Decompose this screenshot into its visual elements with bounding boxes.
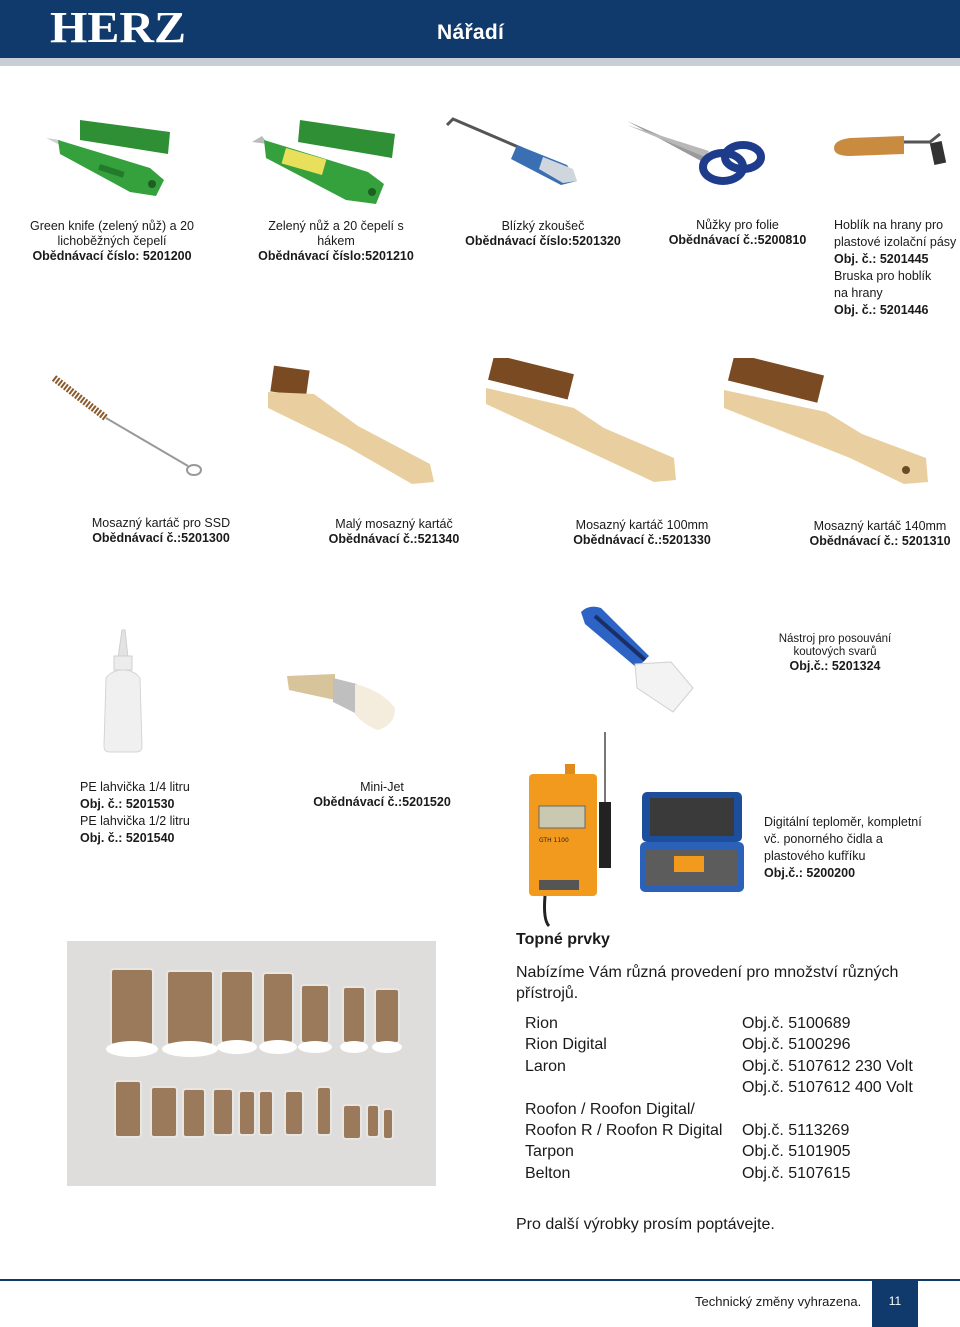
scissors-caption: Nůžky pro folie Obědnávací č.:5200810: [668, 218, 807, 247]
mini-jet-caption: Mini-Jet Obědnávací č.:5201520: [313, 780, 451, 809]
page-header: [0, 0, 960, 58]
brush-ssd-caption: Mosazný kartáč pro SSD Obědnávací č.:5201300: [91, 516, 231, 545]
page-title: Nářadí: [437, 21, 505, 44]
page-number: 11: [872, 1281, 918, 1327]
header-band: [0, 58, 960, 66]
edge-plane-image: [830, 128, 950, 170]
heating-intro: Nabízíme Vám různá provedení pro množství různých přístrojů.: [516, 964, 899, 1002]
heating-code-roofon-r: Obj.č. 5113269: [742, 1122, 850, 1139]
heating-name-tarpon: Tarpon: [525, 1143, 574, 1160]
mini-jet-image: [285, 660, 400, 732]
brush-140-image: [722, 358, 932, 488]
heating-code-rion-digital: Obj.č. 5100296: [742, 1036, 851, 1053]
brush-100-caption: Mosazný kartáč 100mm Obědnávací č.:5201330: [573, 518, 711, 547]
green-knife-caption: Green knife (zelený nůž) a 20 lichoběžných čepelí Obědnávací číslo: 5201200: [30, 219, 194, 263]
seam-tool-image: [575, 602, 695, 714]
heating-code-belton: Obj.č. 5107615: [742, 1165, 851, 1182]
brush-small-caption: Malý mosazný kartáč Obědnávací č.:521340: [328, 517, 460, 546]
edge-plane-caption: Hoblík na hrany pro plastové izolační pásy Obj. č.: 5201445 Bruska pro hoblík na hrany Obj. č.: 5201446: [834, 218, 957, 317]
thermometer-caption: Digitální teploměr, kompletní vč. ponorného čidla a plastového kufříku Obj.č.: 5200200: [764, 815, 922, 880]
footer-note: Technický změny vyhrazena.: [695, 1294, 862, 1309]
heating-code-tarpon: Obj.č. 5101905: [742, 1143, 851, 1160]
herz-logo: [48, 6, 188, 46]
brush-140-caption: Mosazný kartáč 140mm Obědnávací č.: 5201310: [809, 519, 951, 548]
seam-tool-caption: Nástroj pro posouvání koutových svarů Obj.č.: 5201324: [778, 633, 892, 673]
pe-bottle-image: [98, 628, 148, 756]
pe-bottle-caption: PE lahvička 1/4 litru Obj. č.: 5201530 PE lahvička 1/2 litru Obj. č.: 5201540: [80, 780, 190, 845]
heating-name-roofon-r: Roofon R / Roofon R Digital: [525, 1122, 723, 1139]
green-knife-hook-caption: Zelený nůž a 20 čepelí s hákem Obědnávací číslo:5201210: [258, 219, 414, 263]
heating-name-belton: Belton: [525, 1165, 571, 1182]
tester-caption: Blízký zkoušeč Obědnávací číslo:5201320: [465, 219, 621, 248]
heating-code-rion: Obj.č. 5100689: [742, 1015, 851, 1032]
heating-code-laron-230: Obj.č. 5107612 230 Volt: [742, 1058, 913, 1075]
footer-rule: [0, 1279, 960, 1281]
heating-name-laron: Laron: [525, 1058, 566, 1075]
heating-code-laron-400: Obj.č. 5107612 400 Volt: [742, 1079, 913, 1096]
brush-100-image: [484, 358, 679, 484]
svg-text:HERZ: HERZ: [50, 6, 186, 46]
svg-text:GTH 1100: GTH 1100: [539, 837, 569, 844]
heating-elements-photo: [67, 941, 436, 1186]
heating-name-roofon: Roofon / Roofon Digital/: [525, 1101, 695, 1118]
brush-small-image: [262, 364, 440, 488]
tester-image: [443, 115, 583, 187]
heating-name-rion: Rion: [525, 1015, 558, 1032]
green-knife-image: [40, 110, 180, 202]
green-knife-hook-image: [250, 112, 400, 208]
closing-note: Pro další výrobky prosím poptávejte.: [516, 1216, 775, 1233]
brush-ssd-image: [48, 372, 206, 480]
heating-title: Topné prvky: [516, 931, 610, 948]
thermometer-case-image: [636, 788, 746, 896]
thermometer-device-image: [525, 730, 615, 928]
scissors-image: [625, 115, 765, 190]
heating-name-rion-digital: Rion Digital: [525, 1036, 607, 1053]
